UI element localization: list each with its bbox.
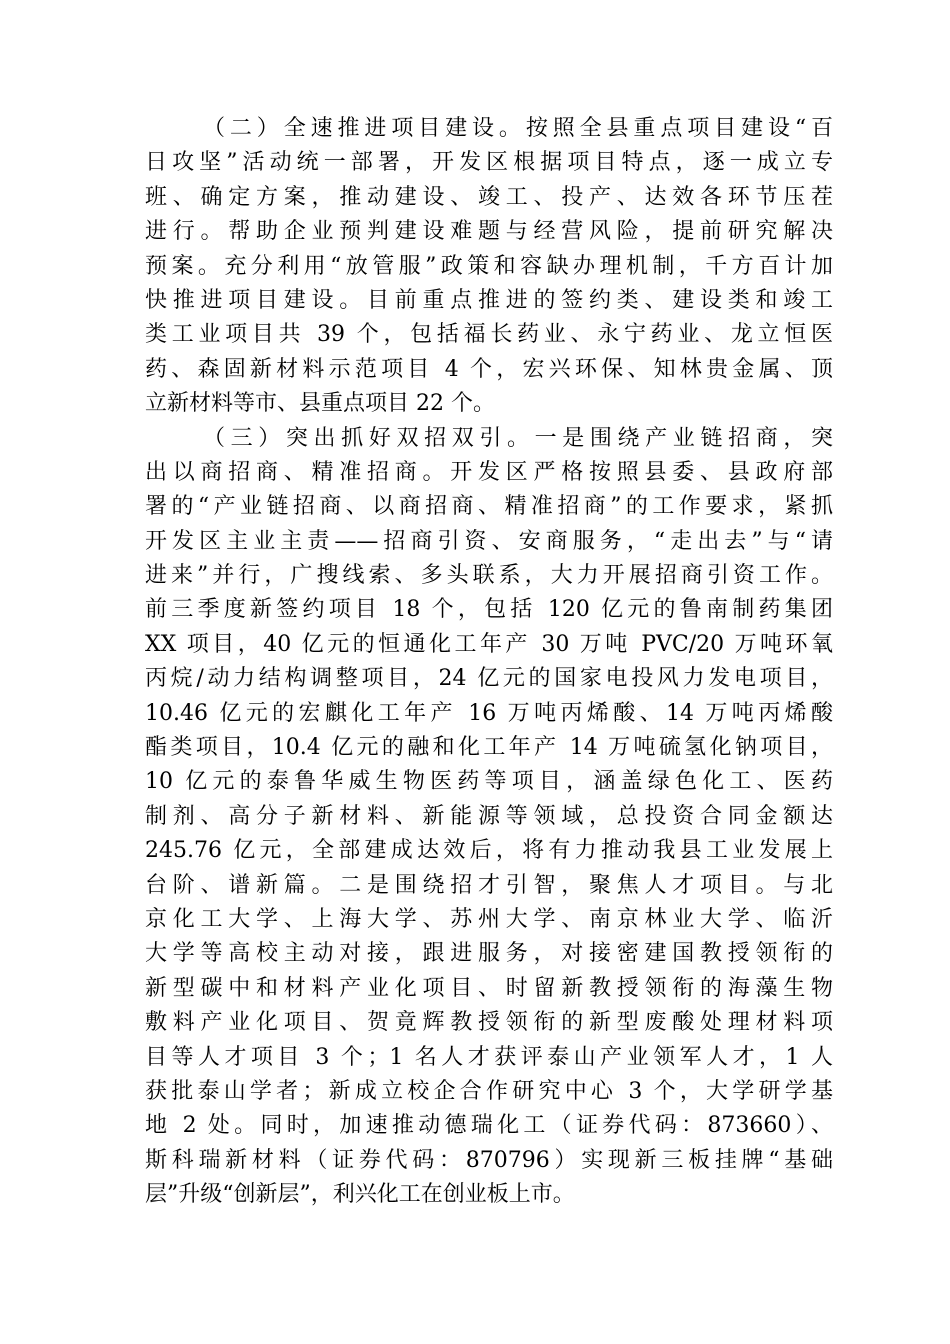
text-line: 酯类项目，10.4 亿元的融和化工年产 14 万吨硫氢化钠项目， (145, 735, 833, 761)
text-line: 层”升级“创新层”，利兴化工在创业板上市。 (145, 1182, 575, 1208)
paragraph-project-construction (145, 112, 833, 422)
text-line: 预案。充分利用“放管服”政策和容缺办理机制，千方百计加 (145, 253, 833, 279)
text-line: XX 项目，40 亿元的恒通化工年产 30 万吨 PVC/20 万吨环氧 (145, 631, 833, 657)
text-line: 大学等高校主动对接，跟进服务，对接密建国教授领衔的 (145, 941, 833, 967)
text-line: 快推进项目建设。目前重点推进的签约类、建设类和竣工 (145, 287, 833, 313)
text-line: （三）突出抓好双招双引。一是围绕产业链招商，突 (203, 425, 833, 451)
text-line: 10.46 亿元的宏麒化工年产 16 万吨丙烯酸、14 万吨丙烯酸 (145, 700, 833, 726)
text-line: 日攻坚”活动统一部署，开发区根据项目特点，逐一成立专 (145, 150, 833, 176)
text-line: 地 2 处。同时，加速推动德瑞化工（证券代码：873660）、 (145, 1113, 833, 1139)
text-line: 署的“产业链招商、以商招商、精准招商”的工作要求，紧抓 (145, 494, 833, 520)
text-line: 斯科瑞新材料（证券代码：870796）实现新三板挂牌“基础 (145, 1147, 833, 1173)
text-line: （二）全速推进项目建设。按照全县重点项目建设“百 (203, 116, 833, 141)
text-line: 进来”并行，广搜线索、多头联系，大力开展招商引资工作。 (145, 563, 833, 589)
text-line: 出以商招商、精准招商。开发区严格按照县委、县政府部 (145, 459, 833, 485)
text-line: 10 亿元的泰鲁华威生物医药等项目，涵盖绿色化工、医药 (145, 769, 833, 795)
text-line: 进行。帮助企业预判建设难题与经营风险，提前研究解决 (145, 219, 833, 245)
text-line: 制剂、高分子新材料、新能源等领域，总投资合同金额达 (145, 803, 833, 829)
text-line: 开发区主业主责——招商引资、安商服务，“走出去”与“请 (145, 528, 833, 554)
text-line: 药、森固新材料示范项目 4 个，宏兴环保、知林贵金属、顶 (145, 356, 833, 382)
text-line: 目等人才项目 3 个；1 名人才获评泰山产业领军人才，1 人 (145, 1044, 833, 1070)
text-line: 台阶、谱新篇。二是围绕招才引智，聚焦人才项目。与北 (145, 872, 833, 898)
document-body (145, 112, 833, 1213)
text-line: 丙烷/动力结构调整项目，24 亿元的国家电投风力发电项目， (145, 666, 833, 692)
text-line: 245.76 亿元，全部建成达效后，将有力推动我县工业发展上 (145, 838, 833, 864)
text-line: 京化工大学、上海大学、苏州大学、南京林业大学、临沂 (145, 906, 833, 932)
text-line: 立新材料等市、县重点项目 22 个。 (145, 391, 495, 417)
text-line: 前三季度新签约项目 18 个，包括 120 亿元的鲁南制药集团 (145, 597, 833, 623)
text-line: 班、确定方案，推动建设、竣工、投产、达效各环节压茬 (145, 184, 833, 210)
text-line: 类工业项目共 39 个，包括福长药业、永宁药业、龙立恒医 (145, 322, 833, 348)
paragraph-investment-talent (145, 422, 833, 1213)
text-line: 获批泰山学者；新成立校企合作研究中心 3 个，大学研学基 (145, 1078, 833, 1104)
text-line: 敷料产业化项目、贺竟辉教授领衔的新型废酸处理材料项 (145, 1010, 833, 1036)
text-line: 新型碳中和材料产业化项目、时留新教授领衔的海藻生物 (145, 975, 833, 1001)
